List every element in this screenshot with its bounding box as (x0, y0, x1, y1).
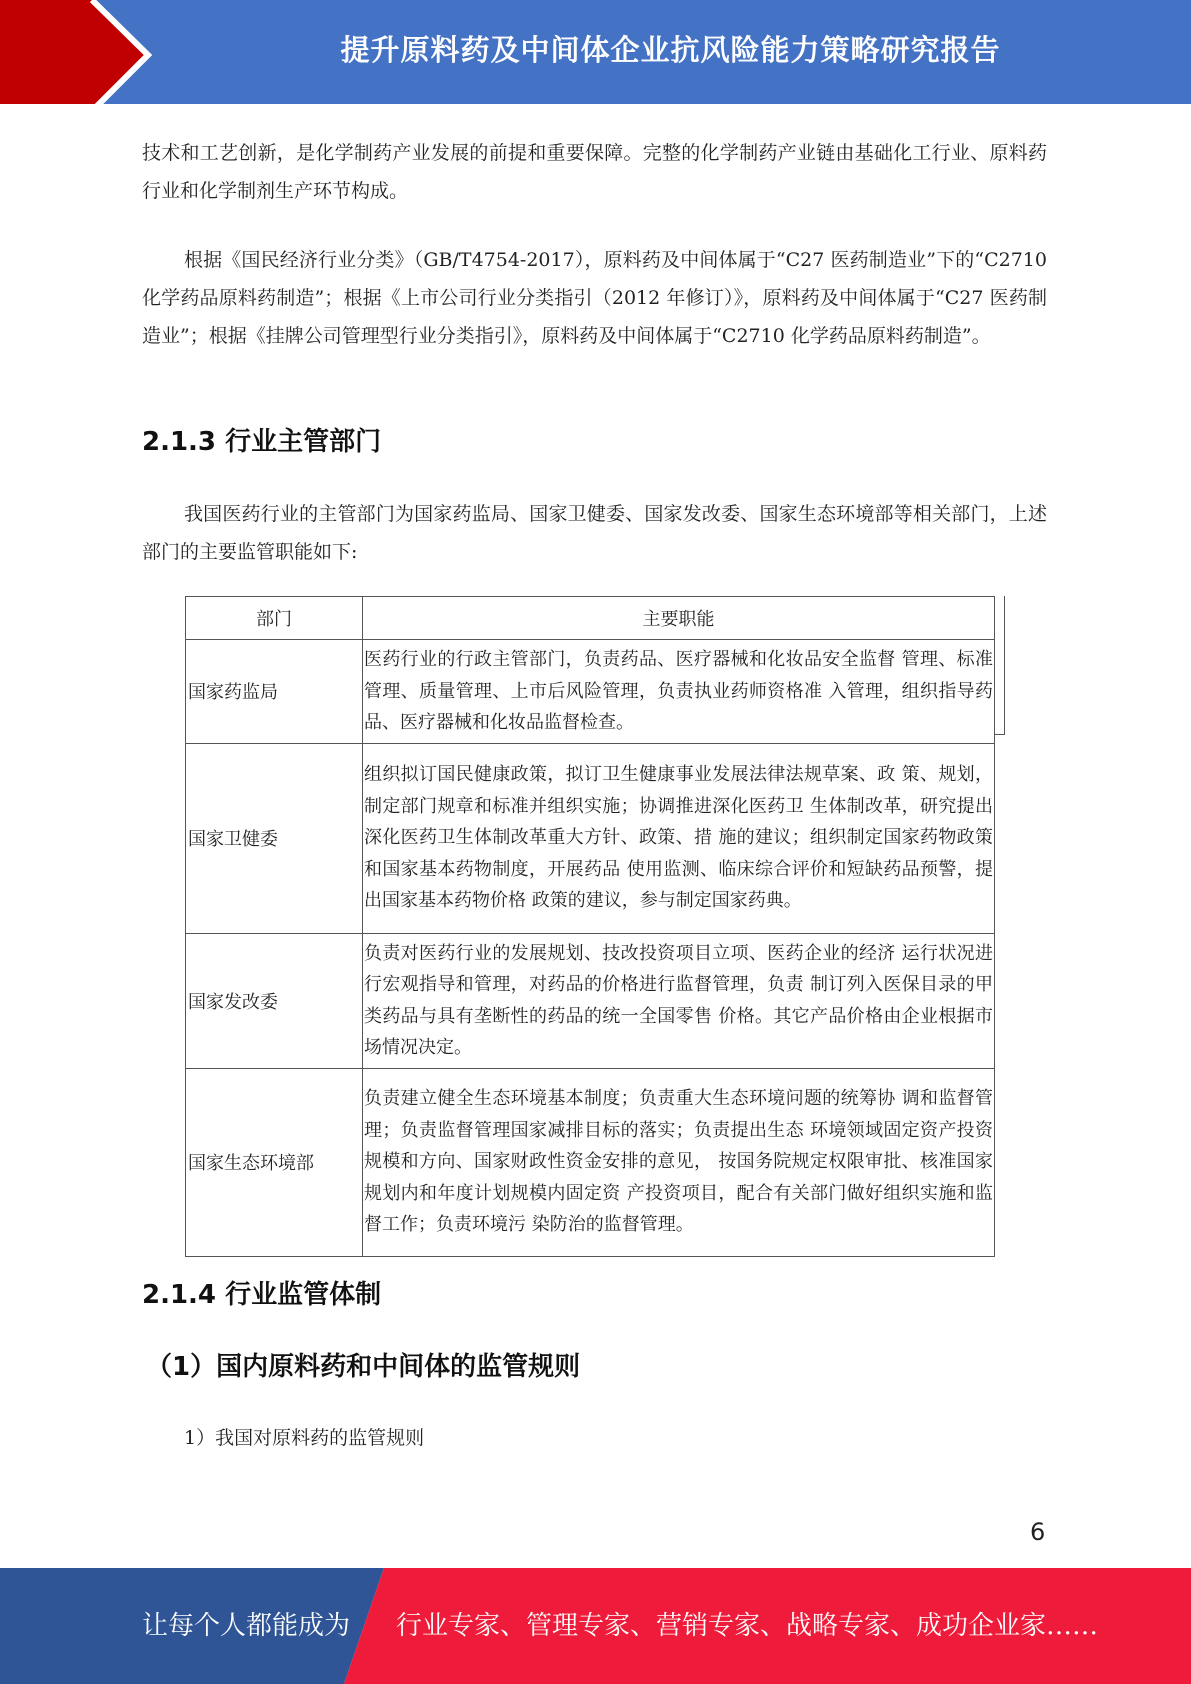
table-cell-func: 组织拟订国民健康政策，拟订卫生健康事业发展法律法规草案、政 策、规划，制定部门规章和标准并组织实施；协调推进深化医药卫 生体制改革，研究提出深化医药卫生体制改革重大方针、政策、措 施的建议；组织制定国家药物政策和国家基本药物制度，开展药品 使用监测、临床综合评价和短缺药品预警，提出国家基本药物价格 政策的建议，参与制定国家药典。 (363, 743, 995, 933)
footer-slogan-left: 让每个人都能成为 (142, 1611, 351, 1641)
report-title: 提升原料药及中间体企业抗风险能力策略研究报告 (340, 33, 1001, 67)
table-cell-func: 医药行业的行政主管部门，负责药品、医疗器械和化妆品安全监督 管理、标准管理、质量管理、上市后风险管理，负责执业药师资格准 入管理，组织指导药品、医疗器械和化妆品监督检查。 (363, 640, 995, 744)
section-213-paragraph (142, 495, 1047, 571)
table-cell-dept: 国家发改委 (186, 933, 363, 1068)
section-heading-214: 2.1.4 行业监管体制 (142, 1280, 382, 1310)
intro-text-1: 技术和工艺创新，是化学制药产业发展的前提和重要保障。完整的化学制药产业链由基础化工行业、原料药行业和化学制剂生产环节构成。 (142, 142, 1047, 202)
section-213-text: 我国医药行业的主管部门为国家药监局、国家卫健委、国家发改委、国家生态环境部等相关部门，上述部门的主要监管职能如下: (142, 503, 1047, 563)
table-header-row (186, 597, 995, 640)
table-cell-dept: 国家药监局 (186, 640, 363, 744)
table-cell-dept: 国家卫健委 (186, 743, 363, 933)
table-row (186, 1068, 995, 1256)
table-row (186, 640, 995, 744)
page-number: 6 (1030, 1518, 1046, 1546)
subsection-heading: （1）国内原料药和中间体的监管规则 (146, 1352, 581, 1382)
section-heading-213: 2.1.3 行业主管部门 (142, 427, 382, 457)
table-row (186, 933, 995, 1068)
footer-slogan-right: 行业专家、管理专家、营销专家、战略专家、成功企业家…… (396, 1611, 1099, 1641)
table-header-func: 主要职能 (363, 597, 995, 640)
table-row (186, 743, 995, 933)
table-stray-border (994, 734, 1005, 735)
table-stray-border (1004, 596, 1005, 735)
table-header-dept: 部门 (186, 597, 363, 640)
table-cell-func: 负责对医药行业的发展规划、技改投资项目立项、医药企业的经济 运行状况进行宏观指导和管理，对药品的价格进行监督管理，负责 制订列入医保目录的甲类药品与具有垄断性的药品的统一全国零售 价格。其它产品价格由企业根据市场情况决定。 (363, 933, 995, 1068)
table-cell-dept: 国家生态环境部 (186, 1068, 363, 1256)
page-footer (0, 1568, 1191, 1684)
list-item: 1）我国对原料药的监管规则 (184, 1427, 425, 1449)
intro-paragraph-1 (142, 134, 1047, 210)
page-header (0, 0, 1191, 111)
intro-text-2: 根据《国民经济行业分类》（GB/T4754-2017），原料药及中间体属于“C27 医药制造业”下的“C2710 化学药品原料药制造”；根据《上市公司行业分类指引（2012 年修订）》，原料药及中间体属于“C27 医药制造业”；根据《挂牌公司管理型行业分类指引》，原料药及中间体属于“C2710 化学药品原料药制造”。 (142, 249, 1047, 347)
regulator-duty-table (185, 596, 995, 1257)
intro-paragraph-2 (142, 241, 1047, 355)
table-cell-func: 负责建立健全生态环境基本制度；负责重大生态环境问题的统筹协 调和监督管理；负责监督管理国家减排目标的落实；负责提出生态 环境领域固定资产投资规模和方向、国家财政性资金安排的意见， 按国务院规定权限审批、核准国家规划内和年度计划规模内固定资 产投资项目，配合有关部门做好组织实施和监督工作；负责环境污 染防治的监督管理。 (363, 1068, 995, 1256)
